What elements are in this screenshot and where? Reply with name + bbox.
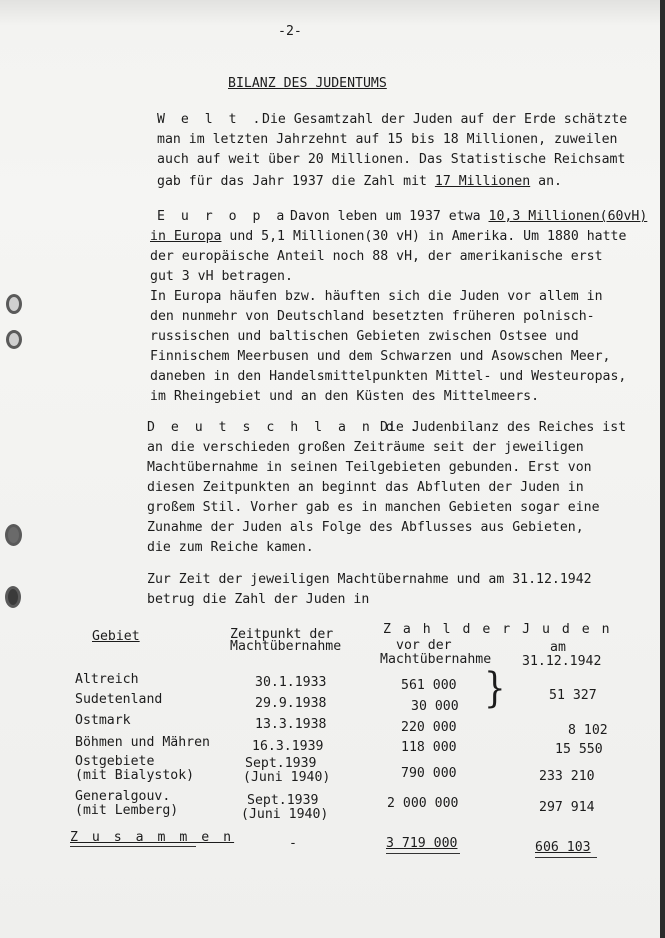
total-vor: 3 719 000 xyxy=(386,836,458,851)
cell-vor: 561 000 xyxy=(401,678,457,693)
cell-am-combined: 51 327 xyxy=(549,688,597,703)
text-line: der europäische Anteil noch 88 vH, der amerikanische erst xyxy=(150,249,603,264)
cell-zeitpunkt-note: (Juni 1940) xyxy=(241,807,329,822)
document-title: BILANZ DES JUDENTUMS xyxy=(228,76,387,91)
cell-am: 297 914 xyxy=(539,800,595,815)
cell-gebiet: Ostmark xyxy=(75,713,131,728)
column-header-zahl: Z a h l d e r J u d e n xyxy=(383,622,612,637)
cell-am: 8 102 xyxy=(568,723,608,738)
grouping-brace: } xyxy=(484,665,506,713)
column-header-gebiet: Gebiet xyxy=(92,629,140,644)
cell-vor: 30 000 xyxy=(411,699,459,714)
cell-gebiet-note: (mit Bialystok) xyxy=(75,768,195,783)
text-line: Davon leben um 1937 etwa 10,3 Millionen(60vH) xyxy=(290,209,648,224)
cell-vor: 220 000 xyxy=(401,720,457,735)
column-header-vor: vor der xyxy=(396,638,452,653)
section-heading: D e u t s c h l a n d . xyxy=(147,420,422,435)
punch-hole xyxy=(5,586,21,608)
text-line: auch auf weit über 20 Millionen. Das Statistische Reichsamt xyxy=(157,152,626,167)
text-line: daneben in den Handelsmittelpunkten Mittel- und Westeuropas, xyxy=(150,369,627,384)
text-line: russischen und baltischen Gebieten zwischen Ostsee und xyxy=(150,329,579,344)
cell-gebiet-note: (mit Lemberg) xyxy=(75,803,179,818)
text-line: Zur Zeit der jeweiligen Machtübernahme und am 31.12.1942 xyxy=(147,572,592,587)
total-vor-underline xyxy=(386,853,460,854)
text-line: die zum Reiche kamen. xyxy=(147,540,314,555)
text-line: gut 3 vH betragen. xyxy=(150,269,293,284)
text-line: im Rheingebiet und an den Küsten des Mittelmeers. xyxy=(150,389,540,404)
section-heading: W e l t . xyxy=(157,112,265,127)
page-edge-shadow xyxy=(660,0,665,938)
cell-zeitpunkt: 13.3.1938 xyxy=(255,717,327,732)
column-header-am: am xyxy=(550,640,566,655)
text-line: In Europa häufen bzw. häuften sich die Juden vor allem in xyxy=(150,289,603,304)
cell-gebiet: Sudetenland xyxy=(75,692,163,707)
text-line: betrug die Zahl der Juden in xyxy=(147,592,370,607)
cell-zeitpunkt-note: (Juni 1940) xyxy=(243,770,331,785)
text-line: Die Gesamtzahl der Juden auf der Erde schätzte xyxy=(262,112,628,127)
cell-vor: 118 000 xyxy=(401,740,457,755)
cell-am: 233 210 xyxy=(539,769,595,784)
text-line: großem Stil. Vorher gab es in manchen Gebieten sogar eine xyxy=(147,500,600,515)
cell-gebiet: Böhmen und Mähren xyxy=(75,735,210,750)
text-line: man im letzten Jahrzehnt auf 15 bis 18 Millionen, zuweilen xyxy=(157,132,618,147)
text-line: diesen Zeitpunkten an beginnt das Abfluten der Juden in xyxy=(147,480,584,495)
cell-am: 15 550 xyxy=(555,742,603,757)
cell-gebiet: Ostgebiete xyxy=(75,754,155,769)
total-zeitpunkt: - xyxy=(289,836,297,851)
text-line: Machtübernahme in seinen Teilgebieten gebunden. Erst von xyxy=(147,460,592,475)
column-header-vor: Machtübernahme xyxy=(380,652,492,667)
cell-zeitpunkt: 30.1.1933 xyxy=(255,675,327,690)
text-line: Zunahme der Juden als Folge des Abflusses aus Gebieten, xyxy=(147,520,584,535)
cell-vor: 790 000 xyxy=(401,766,457,781)
text-line: Die Judenbilanz des Reiches ist xyxy=(380,420,627,435)
cell-zeitpunkt: Sept.1939 xyxy=(245,756,317,771)
column-header-zeitpunkt: Zeitpunkt der xyxy=(230,627,334,642)
cell-zeitpunkt: Sept.1939 xyxy=(247,793,319,808)
total-label-underline xyxy=(70,846,196,847)
total-am-underline xyxy=(535,857,597,858)
cell-gebiet: Generalgouv. xyxy=(75,789,171,804)
punch-hole xyxy=(5,524,22,546)
column-header-am: 31.12.1942 xyxy=(522,654,602,669)
total-label: Z u s a m m e n xyxy=(70,830,235,845)
cell-zeitpunkt: 16.3.1939 xyxy=(252,739,324,754)
cell-vor: 2 000 000 xyxy=(387,796,459,811)
text-line: in Europa und 5,1 Millionen(30 vH) in Amerika. Um 1880 hatte xyxy=(150,229,627,244)
punch-hole xyxy=(6,294,22,314)
text-line: an die verschieden großen Zeiträume seit der jeweiligen xyxy=(147,440,584,455)
total-am: 606 103 xyxy=(535,840,591,855)
cell-zeitpunkt: 29.9.1938 xyxy=(255,696,327,711)
cell-gebiet: Altreich xyxy=(75,672,139,687)
section-heading: E u r o p a . xyxy=(157,209,313,224)
text-line: gab für das Jahr 1937 die Zahl mit 17 Millionen an. xyxy=(157,174,562,189)
column-header-zeitpunkt: Machtübernahme xyxy=(230,639,342,654)
text-line: den nunmehr von Deutschland besetzten früheren polnisch- xyxy=(150,309,595,324)
text-line: Finnischem Meerbusen und dem Schwarzen und Asowschen Meer, xyxy=(150,349,611,364)
punch-hole xyxy=(6,330,22,349)
page-number: -2- xyxy=(278,24,302,39)
